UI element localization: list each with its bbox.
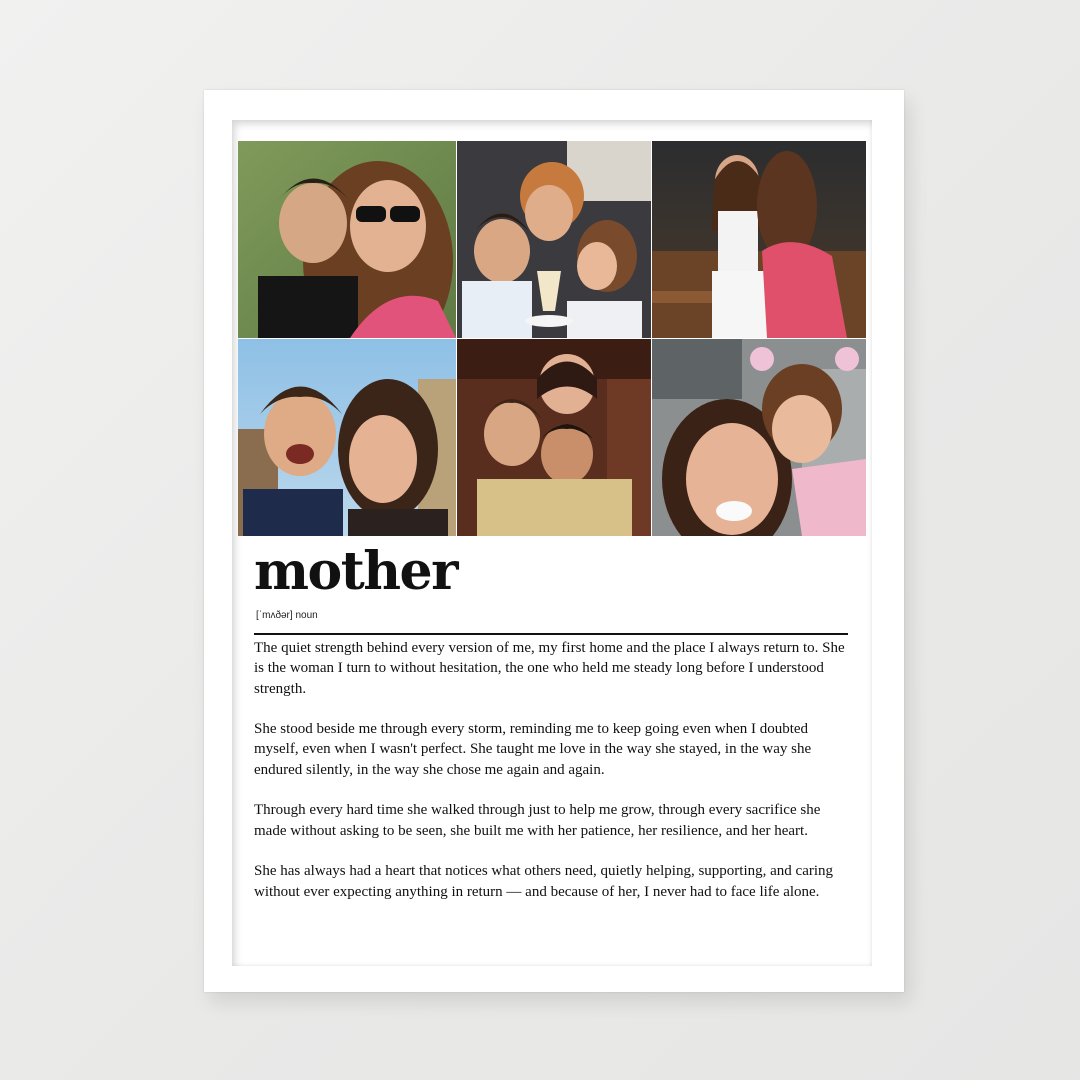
photo-boy-and-mother-sunglasses (238, 141, 456, 338)
definition-paragraph: She has always had a heart that notices what others need, quietly helping, supporting, and caring without ever expecting anything in return — and because of her, I never had to face life alone. (254, 863, 834, 900)
pronunciation-label: [ˈmʌðər] noun (256, 610, 318, 621)
definition-paragraph: Through every hard time she walked through just to help me grow, through every sacrifice she made without asking to be seen, she built me with her patience, her resilience, and her heart. (254, 802, 821, 839)
definition-paragraph: The quiet strength behind every version of me, my first home and the place I always return to. She is the woman I turn to without hesitation, the one who held me steady long before I understood strength. (254, 640, 845, 697)
definition-paragraph: She stood beside me through every storm, reminding me to keep going even when I doubted myself, even when I wasn't perfect. She taught me love in the way she stayed, in the way she endured silently, in the way she chose me again and again. (254, 721, 812, 778)
divider (254, 633, 848, 635)
picture-frame (204, 90, 904, 992)
photo-mother-and-daughter-selfie (652, 339, 866, 536)
definition-word: mother (254, 541, 458, 602)
photo-boy-and-mother-selfie (238, 339, 456, 536)
photo-family-hug-booth (457, 339, 651, 536)
photo-mother-hugging-daughter-evening (652, 141, 866, 338)
photo-mother-and-kids-milkshake (457, 141, 651, 338)
definition-text (254, 638, 854, 922)
photo-collage (238, 141, 866, 536)
poster-print (232, 120, 872, 966)
